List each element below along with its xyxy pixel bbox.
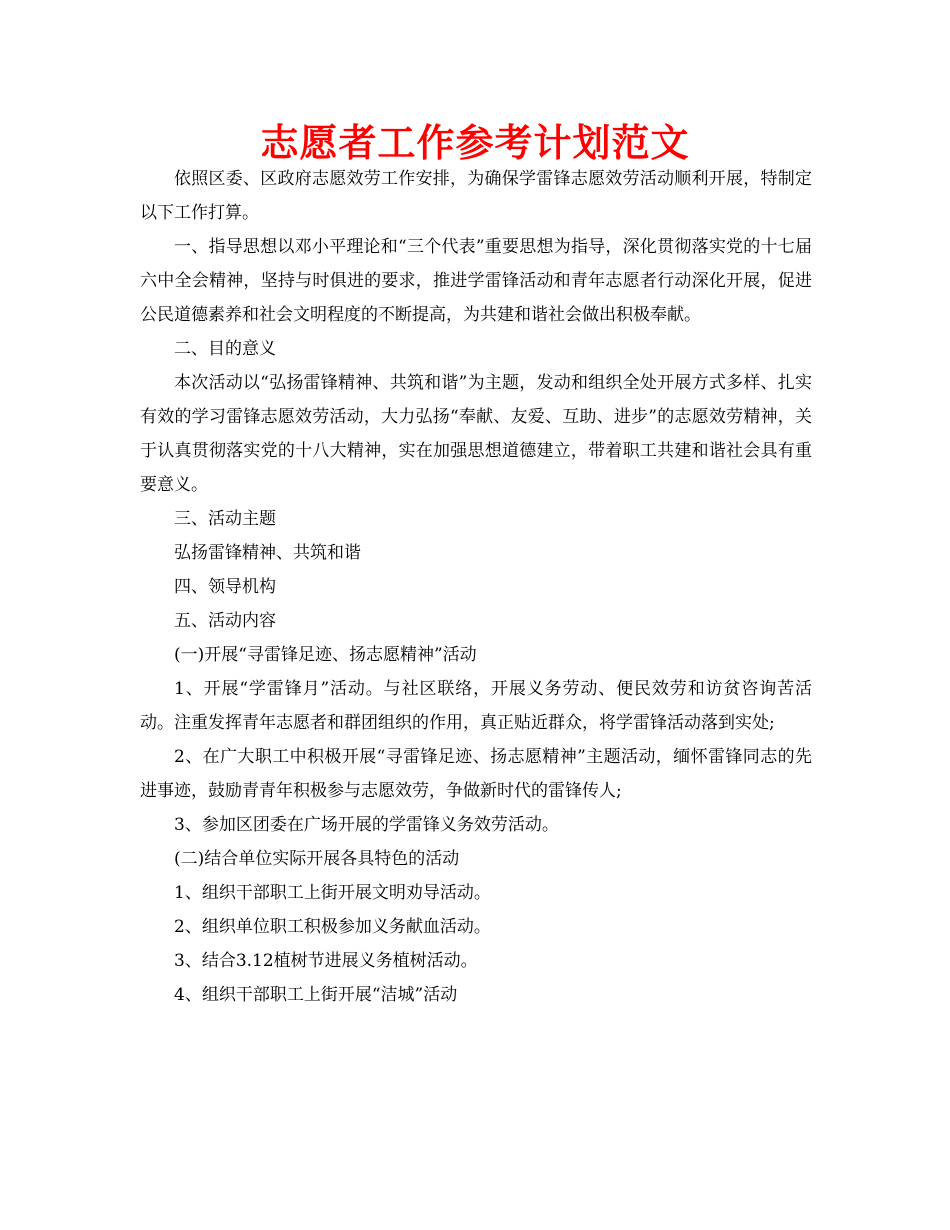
paragraph-purpose: 本次活动以“弘扬雷锋精神、共筑和谐”为主题，发动和组织全处开展方式多样、扎实有效的学习雷锋志愿效劳活动，大力弘扬“奉献、友爱、互助、进步”的志愿效劳精神，关于认真贯彻落实党的十八大精神，实在加强思想道德建立，带着职工共建和谐社会具有重要意义。 [140,373,812,495]
paragraph-guiding-ideology: 一、指导思想以邓小平理论和“三个代表”重要思想为指导，深化贯彻落实党的十七届六中全会精神，坚持与时俱进的要求，推进学雷锋活动和青年志愿者行动深化开展，促进公民道德素养和社会文明程度的不断提高，为共建和谐社会做出积极奉献。 [140,237,812,325]
list-item: 2、组织单位职工积极参加义务献血活动。 [174,917,491,937]
subsection-heading-2: (二)结合单位实际开展各具特色的活动 [174,849,460,869]
paragraph-intro: 依照区委、区政府志愿效劳工作安排，为确保学雷锋志愿效劳活动顺利开展，特制定以下工作打算。 [140,169,812,223]
list-item: 3、结合3.12植树节进展义务植树活动。 [174,951,478,971]
section-heading-theme: 三、活动主题 [174,509,276,529]
section-heading-leadership: 四、领导机构 [174,577,276,597]
paragraph-theme: 弘扬雷锋精神、共筑和谐 [174,543,361,563]
list-item: 1、开展“学雷锋月”活动。与社区联络，开展义务劳动、便民效劳和访贫咨询苦活动。注重发挥青年志愿者和群团组织的作用，真正贴近群众，将学雷锋活动落到实处; [140,679,812,733]
section-heading-content: 五、活动内容 [174,611,276,631]
list-item: 1、组织干部职工上街开展文明劝导活动。 [174,883,491,903]
section-heading-purpose: 二、目的意义 [174,339,276,359]
document-title: 志愿者工作参考计划范文 [260,121,690,165]
list-item: 2、在广大职工中积极开展“寻雷锋足迹、扬志愿精神”主题活动，缅怀雷锋同志的先进事迹，鼓励青青年积极参与志愿效劳，争做新时代的雷锋传人; [140,747,812,801]
subsection-heading-1: (一)开展“寻雷锋足迹、扬志愿精神”活动 [174,645,477,665]
list-item: 4、组织干部职工上街开展“洁城”活动 [174,985,458,1005]
list-item: 3、参加区团委在广场开展的学雷锋义务效劳活动。 [174,815,559,835]
document-body [140,162,812,1012]
